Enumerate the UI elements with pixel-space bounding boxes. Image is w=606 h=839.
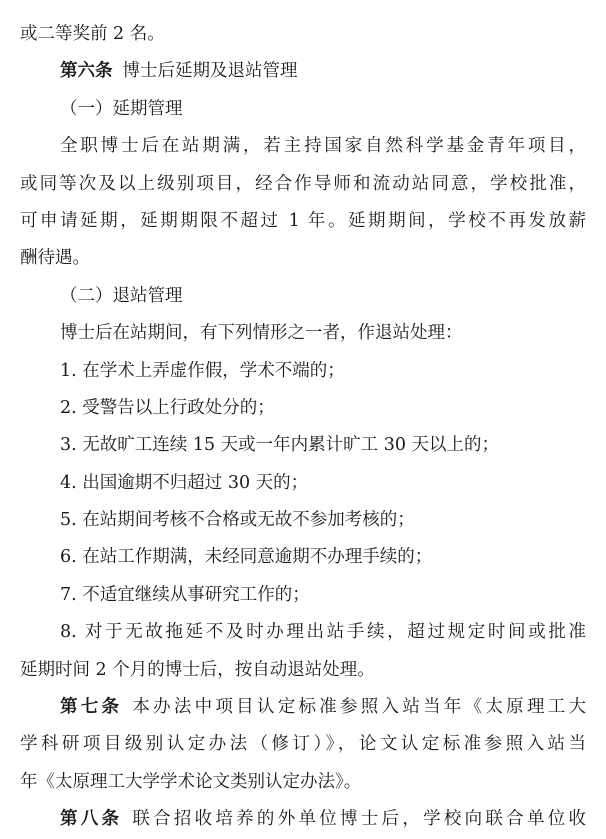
- paragraph-line: 学科研项目级别认定办法（修订）》，论文认定标准参照入站当: [20, 734, 586, 755]
- section-heading-extension: （一）延期管理: [60, 98, 183, 119]
- paragraph-line: 酬待遇。: [20, 248, 90, 269]
- article-text: 联合招收培养的外单位博士后，学校向联合单位收: [132, 809, 586, 830]
- section-heading-withdrawal: （二）退站管理: [60, 285, 183, 306]
- text-line: 或二等奖前 2 名。: [20, 24, 165, 44]
- list-item-continuation: 延期时间 2 个月的博士后，按自动退站处理。: [20, 659, 375, 680]
- list-item: 7. 不适宜继续从事研究工作的；: [60, 584, 310, 605]
- list-item: 1. 在学术上弄虚作假，学术不端的；: [60, 360, 345, 381]
- list-item: 4. 出国逾期不归超过 30 天的；: [60, 472, 309, 493]
- list-item: 5. 在站期间考核不合格或无故不参加考核的；: [60, 510, 415, 531]
- article-8-heading: [20, 801, 586, 838]
- list-item: 8. 对于无故拖延不及时办理出站手续，超过规定时间或批准: [60, 622, 586, 643]
- article-number: 第八条: [60, 809, 123, 830]
- paragraph-line: 可申请延期，延期期限不超过 1 年。延期期间，学校不再发放薪: [20, 210, 586, 231]
- paragraph-line: 全职博士后在站期满，若主持国家自然科学基金青年项目，: [60, 136, 586, 157]
- article-number: 第七条: [60, 697, 123, 718]
- list-item: 3. 无故旷工连续 15 天或一年内累计旷工 30 天以上的；: [60, 435, 500, 456]
- paragraph-line: 或同等次及以上级别项目，经合作导师和流动站同意，学校批准，: [20, 173, 586, 194]
- article-number: 第六条: [60, 61, 113, 82]
- paragraph-line: 博士后在站期间，有下列情形之一者，作退站处理：: [60, 323, 463, 344]
- list-item: 2. 受警告以上行政处分的；: [60, 397, 275, 418]
- paragraph-line: 年《太原理工大学学术论文类别认定办法》。: [20, 771, 362, 792]
- article-text: 本办法中项目认定标准参照入站当年《太原理工大: [132, 697, 586, 718]
- article-6-heading: [20, 53, 586, 90]
- article-7-heading: [20, 689, 586, 726]
- list-item: 6. 在站工作期满，未经同意逾期不办理手续的；: [60, 547, 433, 568]
- article-title: 博士后延期及退站管理: [122, 61, 298, 82]
